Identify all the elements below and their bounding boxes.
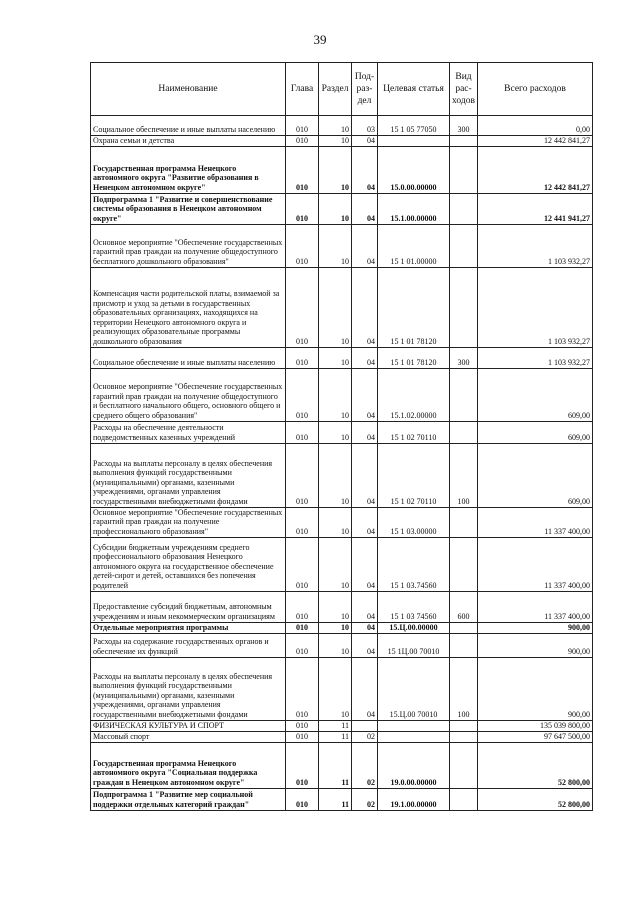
header-target: Целевая статья <box>378 63 450 116</box>
row-subsection: 04 <box>352 136 378 147</box>
row-total: 12 442 841,27 <box>478 136 593 147</box>
row-name: Подпрограмма 1 "Развитие и совершенствование системы образования в Ненецком автономном округе" <box>91 193 286 224</box>
row-name: Основное мероприятие "Обеспечение государственных гарантий прав граждан на получение общедоступного бесплатного дошкольного образования" <box>91 224 286 267</box>
row-target: 15.Ц.00 70010 <box>378 657 450 720</box>
row-subsection: 04 <box>352 146 378 193</box>
page-number: 39 <box>313 32 327 47</box>
table-row <box>91 720 593 731</box>
row-target: 15 1 03 74560 <box>378 591 450 622</box>
row-section: 10 <box>319 657 352 720</box>
row-kind <box>450 633 478 657</box>
row-kind <box>450 788 478 810</box>
row-chapter: 010 <box>286 146 319 193</box>
row-kind <box>450 224 478 267</box>
row-chapter: 010 <box>286 136 319 147</box>
row-subsection: 04 <box>352 622 378 633</box>
row-target: 15 1 02 70110 <box>378 443 450 507</box>
row-total: 0,00 <box>478 116 593 136</box>
row-section: 11 <box>319 731 352 742</box>
row-section: 10 <box>319 421 352 443</box>
table-row <box>91 368 593 421</box>
row-total: 1 103 932,27 <box>478 347 593 368</box>
row-subsection: 04 <box>352 224 378 267</box>
row-chapter: 010 <box>286 622 319 633</box>
table-row <box>91 537 593 591</box>
header-section: Раздел <box>319 63 352 116</box>
table-row <box>91 347 593 368</box>
row-target: 15 1 03.74560 <box>378 537 450 591</box>
row-target: 15 1 01.00000 <box>378 224 450 267</box>
row-section: 10 <box>319 443 352 507</box>
row-section: 10 <box>319 146 352 193</box>
row-kind: 300 <box>450 116 478 136</box>
table-row <box>91 742 593 788</box>
row-chapter: 010 <box>286 537 319 591</box>
row-subsection: 04 <box>352 591 378 622</box>
row-subsection: 04 <box>352 421 378 443</box>
row-total: 11 337 400,00 <box>478 591 593 622</box>
row-chapter: 010 <box>286 731 319 742</box>
row-subsection: 04 <box>352 267 378 347</box>
row-name: Социальное обеспечение и иные выплаты населению <box>91 116 286 136</box>
row-kind <box>450 368 478 421</box>
row-section: 10 <box>319 267 352 347</box>
table-row <box>91 267 593 347</box>
row-total: 12 441 941,27 <box>478 193 593 224</box>
row-subsection: 04 <box>352 443 378 507</box>
row-name: Компенсация части родительской платы, взимаемой за присмотр и уход за детьми в государственных образовательных организациях, находящихся на территории Ненецкого автономного округа и реализующих образовательные программы дошкольного образования <box>91 267 286 347</box>
row-target: 15 1 05 77050 <box>378 116 450 136</box>
row-total: 12 442 841,27 <box>478 146 593 193</box>
row-subsection: 02 <box>352 731 378 742</box>
row-name: Предоставление субсидий бюджетным, автономным учреждениям и иным некоммерческим организациям <box>91 591 286 622</box>
row-section: 10 <box>319 136 352 147</box>
row-total: 900,00 <box>478 622 593 633</box>
row-kind <box>450 193 478 224</box>
row-total: 11 337 400,00 <box>478 537 593 591</box>
row-kind <box>450 146 478 193</box>
table-row <box>91 116 593 136</box>
table-row <box>91 731 593 742</box>
row-name: Расходы на выплаты персоналу в целях обеспечения выполнения функций государственными (муниципальными) органами, казенными учреждениями, органами управления государственными внебюджетными фондами <box>91 657 286 720</box>
row-subsection: 04 <box>352 368 378 421</box>
table-row <box>91 622 593 633</box>
row-section: 10 <box>319 347 352 368</box>
row-name: Государственная программа Ненецкого автономного округа "Развитие образования в Ненецком автономном округе" <box>91 146 286 193</box>
row-kind <box>450 720 478 731</box>
row-total: 97 647 500,00 <box>478 731 593 742</box>
row-subsection: 04 <box>352 657 378 720</box>
row-kind: 600 <box>450 591 478 622</box>
row-section: 10 <box>319 622 352 633</box>
table-row <box>91 591 593 622</box>
table-row <box>91 657 593 720</box>
row-kind <box>450 507 478 537</box>
row-name: Основное мероприятие "Обеспечение государственных гарантий прав граждан на получение профессионального образования" <box>91 507 286 537</box>
row-section: 10 <box>319 193 352 224</box>
row-name: Государственная программа Ненецкого автономного округа "Социальная поддержка граждан в Ненецком автономном округе" <box>91 742 286 788</box>
row-kind: 100 <box>450 657 478 720</box>
row-target <box>378 720 450 731</box>
row-total: 609,00 <box>478 443 593 507</box>
row-chapter: 010 <box>286 193 319 224</box>
row-total: 900,00 <box>478 657 593 720</box>
row-chapter: 010 <box>286 742 319 788</box>
row-subsection: 02 <box>352 788 378 810</box>
row-name: Подпрограмма 1 "Развитие мер социальной поддержки отдельных категорий граждан" <box>91 788 286 810</box>
row-target: 15 1 01 78120 <box>378 267 450 347</box>
row-chapter: 010 <box>286 421 319 443</box>
table-row <box>91 146 593 193</box>
row-target: 19.1.00.00000 <box>378 788 450 810</box>
row-target: 15 1 01 78120 <box>378 347 450 368</box>
row-section: 10 <box>319 116 352 136</box>
row-target: 15 1 03.00000 <box>378 507 450 537</box>
row-subsection: 04 <box>352 633 378 657</box>
row-chapter: 010 <box>286 224 319 267</box>
row-target <box>378 731 450 742</box>
table-row <box>91 421 593 443</box>
table-body <box>91 116 593 811</box>
row-subsection: 04 <box>352 537 378 591</box>
table-row <box>91 224 593 267</box>
header-kind: Вид рас-ходов <box>450 63 478 116</box>
header-row <box>91 63 593 116</box>
row-chapter: 010 <box>286 443 319 507</box>
row-target: 15 1 02 70110 <box>378 421 450 443</box>
row-name: Социальное обеспечение и иные выплаты населению <box>91 347 286 368</box>
row-total: 1 103 932,27 <box>478 267 593 347</box>
row-subsection: 04 <box>352 347 378 368</box>
header-total: Всего расходов <box>478 63 593 116</box>
row-chapter: 010 <box>286 633 319 657</box>
row-chapter: 010 <box>286 591 319 622</box>
table-row <box>91 633 593 657</box>
row-target <box>378 136 450 147</box>
row-name: Расходы на выплаты персоналу в целях обеспечения выполнения функций государственными (муниципальными) органами, казенными учреждениями, органами управления государственными внебюджетными фондами <box>91 443 286 507</box>
row-chapter: 010 <box>286 788 319 810</box>
budget-table <box>90 62 593 811</box>
row-subsection: 04 <box>352 507 378 537</box>
row-chapter: 010 <box>286 507 319 537</box>
row-chapter: 010 <box>286 657 319 720</box>
row-kind <box>450 742 478 788</box>
row-target: 15.1.02.00000 <box>378 368 450 421</box>
row-target: 15.1.00.00000 <box>378 193 450 224</box>
row-section: 10 <box>319 224 352 267</box>
row-total: 11 337 400,00 <box>478 507 593 537</box>
row-section: 10 <box>319 368 352 421</box>
row-target: 19.0.00.00000 <box>378 742 450 788</box>
row-name: ФИЗИЧЕСКАЯ КУЛЬТУРА И СПОРТ <box>91 720 286 731</box>
row-subsection: 04 <box>352 193 378 224</box>
header-subsection: Под-раз-дел <box>352 63 378 116</box>
table-row <box>91 136 593 147</box>
row-target: 15.0.00.00000 <box>378 146 450 193</box>
row-kind <box>450 731 478 742</box>
row-total: 1 103 932,27 <box>478 224 593 267</box>
row-kind: 100 <box>450 443 478 507</box>
row-name: Массовый спорт <box>91 731 286 742</box>
row-total: 52 800,00 <box>478 788 593 810</box>
row-subsection <box>352 720 378 731</box>
row-name: Отдельные мероприятия программы <box>91 622 286 633</box>
table-row <box>91 788 593 810</box>
row-section: 10 <box>319 633 352 657</box>
row-section: 11 <box>319 742 352 788</box>
row-subsection: 03 <box>352 116 378 136</box>
row-kind: 300 <box>450 347 478 368</box>
row-subsection: 02 <box>352 742 378 788</box>
table-row <box>91 193 593 224</box>
row-total: 900,00 <box>478 633 593 657</box>
row-target: 15.Ц.00.00000 <box>378 622 450 633</box>
row-chapter: 010 <box>286 116 319 136</box>
row-chapter: 010 <box>286 267 319 347</box>
header-chapter: Глава <box>286 63 319 116</box>
row-total: 52 800,00 <box>478 742 593 788</box>
row-kind <box>450 136 478 147</box>
row-name: Субсидии бюджетным учреждениям среднего профессионального образования Ненецкого автономного округа на государственное обеспечение детей-сирот и детей, оставшихся без попечения родителей <box>91 537 286 591</box>
row-section: 10 <box>319 507 352 537</box>
row-name: Основное мероприятие "Обеспечение государственных гарантий прав граждан на получение общедоступного и бесплатного начального общего, основного общего и среднего общего образования" <box>91 368 286 421</box>
row-name: Расходы на обеспечение деятельности подведомственных казенных учреждений <box>91 421 286 443</box>
row-chapter: 010 <box>286 347 319 368</box>
row-chapter: 010 <box>286 368 319 421</box>
row-name: Расходы на содержание государственных органов и обеспечение их функций <box>91 633 286 657</box>
row-kind <box>450 421 478 443</box>
row-target: 15 1Ц.00 70010 <box>378 633 450 657</box>
row-section: 11 <box>319 720 352 731</box>
table-row <box>91 443 593 507</box>
row-name: Охрана семьи и детства <box>91 136 286 147</box>
table-row <box>91 507 593 537</box>
row-kind <box>450 267 478 347</box>
row-total: 135 039 800,00 <box>478 720 593 731</box>
row-total: 609,00 <box>478 421 593 443</box>
row-chapter: 010 <box>286 720 319 731</box>
header-name: Наименование <box>91 63 286 116</box>
row-section: 11 <box>319 788 352 810</box>
row-kind <box>450 537 478 591</box>
row-section: 10 <box>319 591 352 622</box>
row-total: 609,00 <box>478 368 593 421</box>
row-kind <box>450 622 478 633</box>
row-section: 10 <box>319 537 352 591</box>
